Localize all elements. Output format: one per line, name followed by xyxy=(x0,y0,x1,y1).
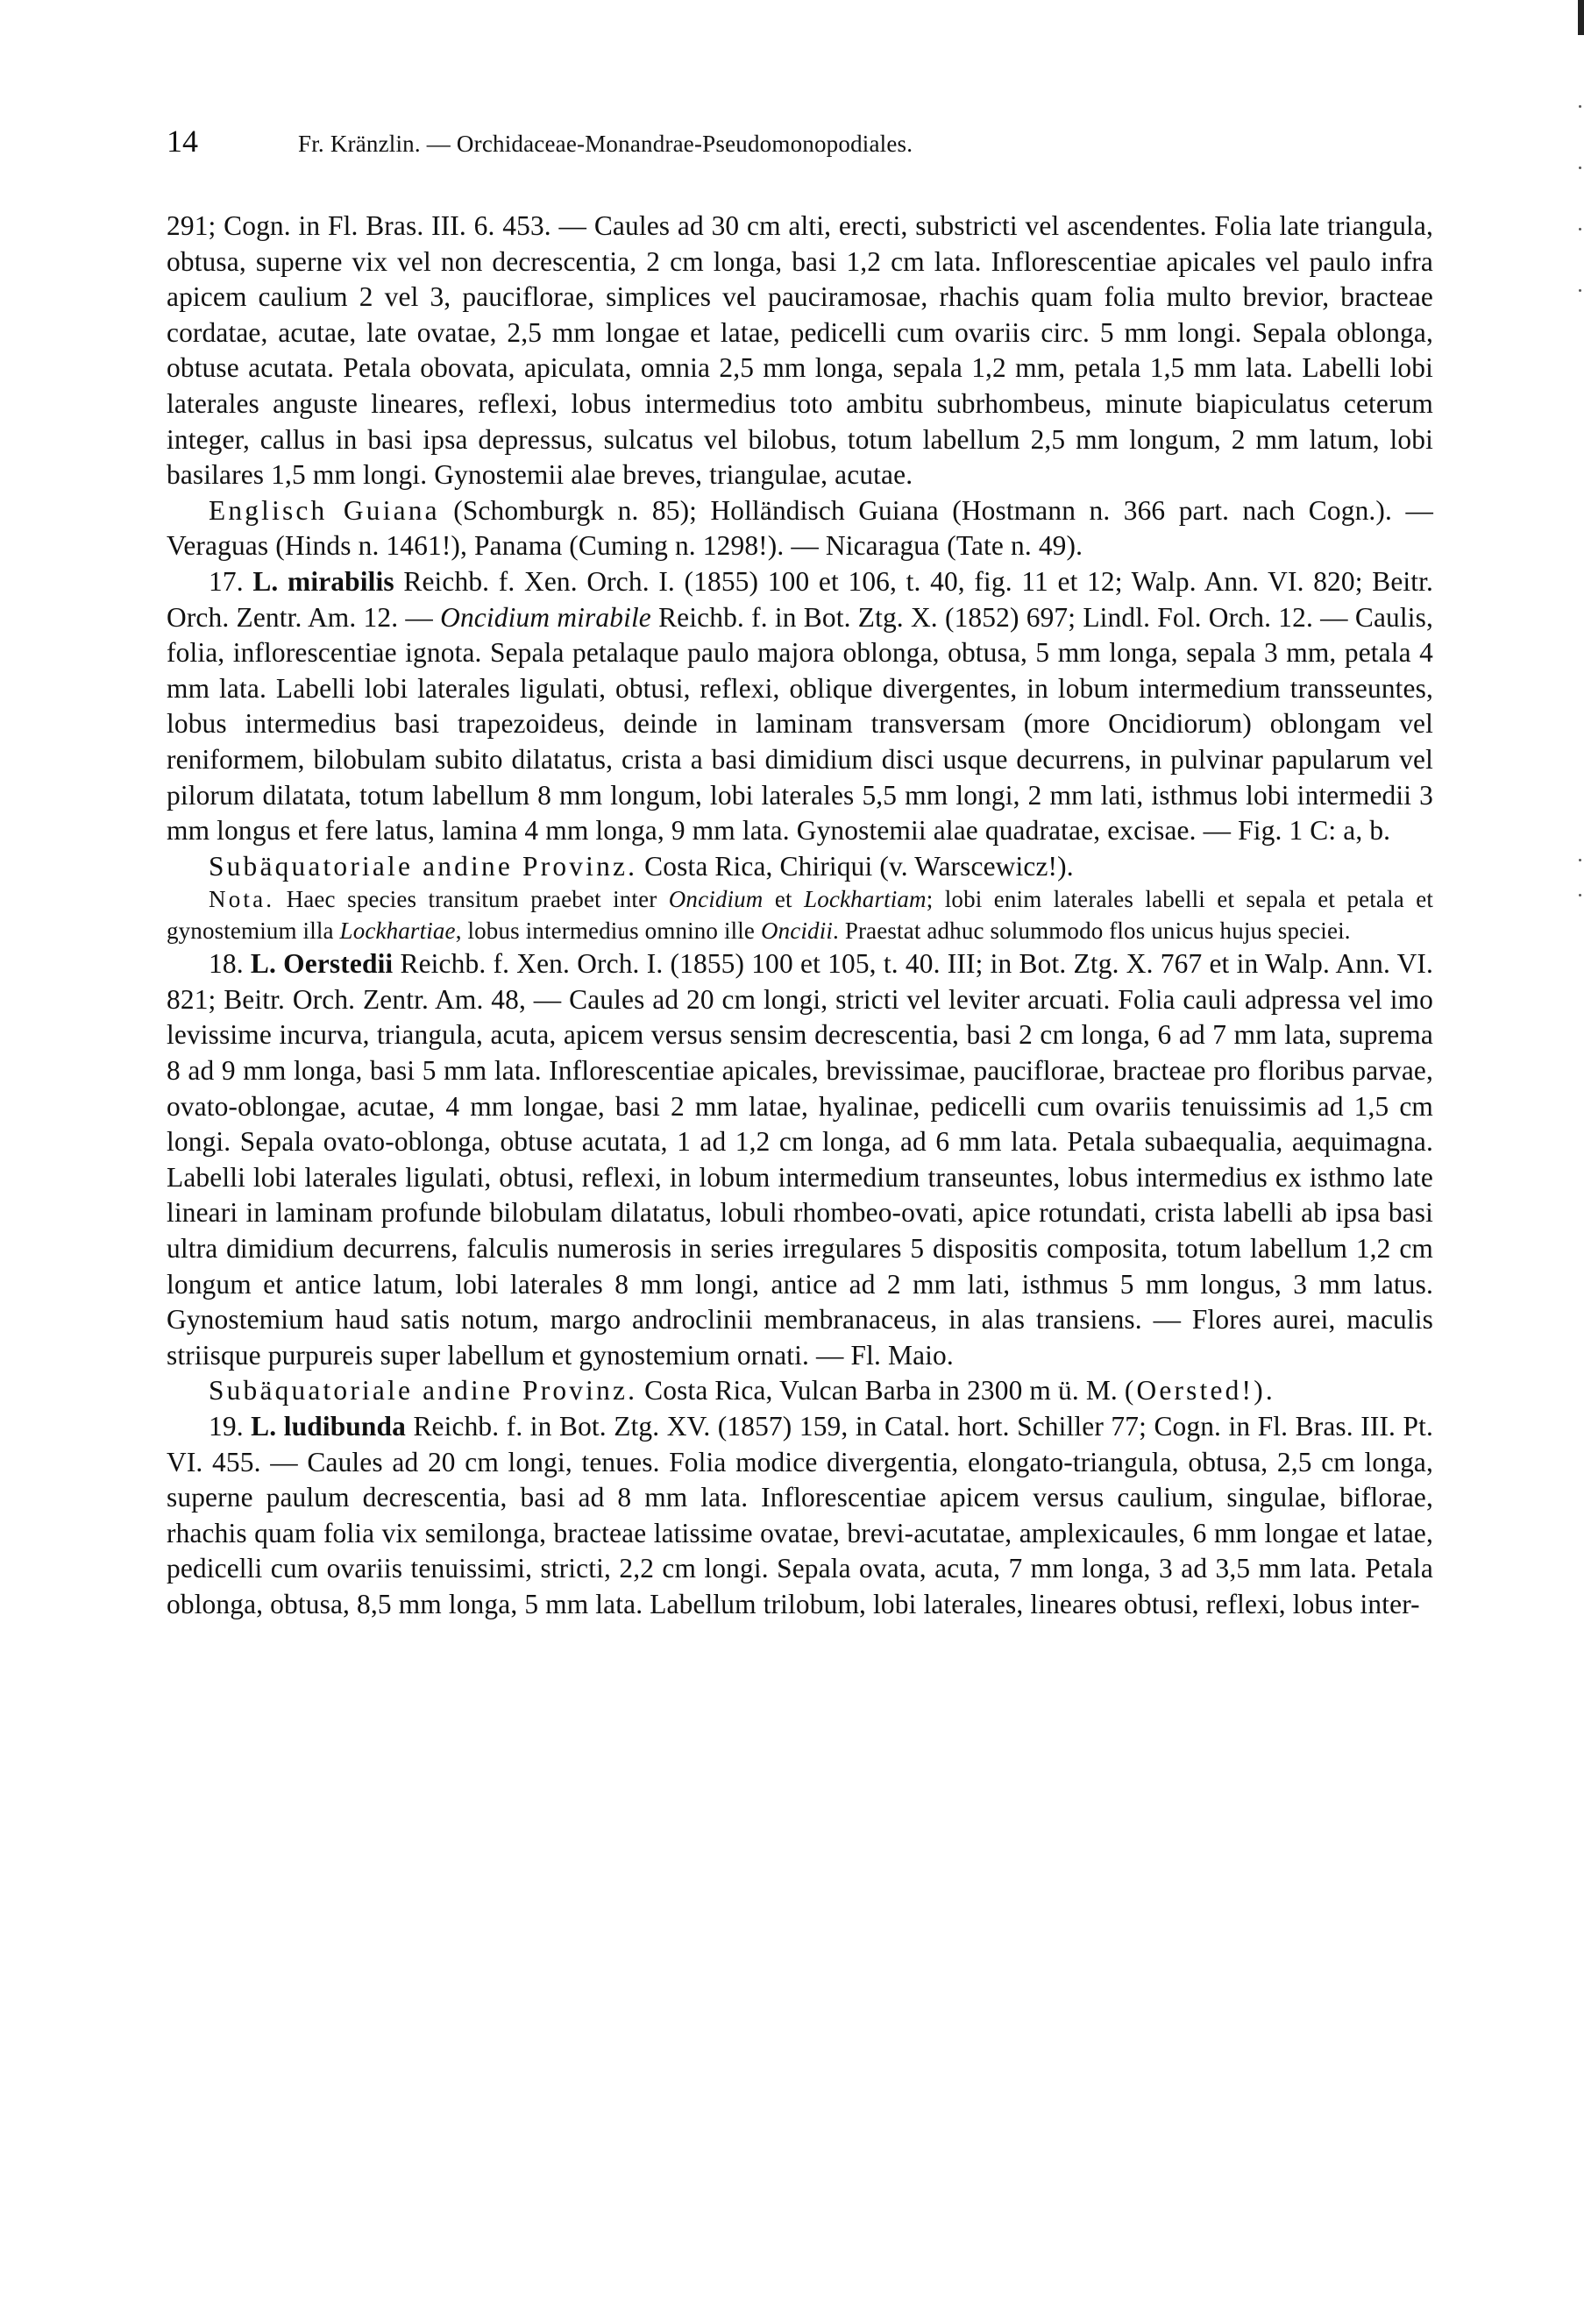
scan-edge-dot xyxy=(1579,894,1581,896)
distribution-paragraph xyxy=(167,1373,1433,1409)
nota-label: Nota. xyxy=(209,886,275,913)
species-number: 19. xyxy=(209,1411,244,1442)
species-genus: L. xyxy=(252,565,279,597)
nota-taxon: Lockhartiae xyxy=(339,917,456,944)
document-page xyxy=(167,123,1433,1623)
nota-text: Haec species transitum praebet inter xyxy=(286,886,657,913)
distribution-text: (Schomburgk n. 85); Holländisch Guiana (Hostmann n. 366 part. nach Cogn.). — Veraguas (Hinds n. 1461!), Panama (Cuming n. 1298!). — Nicaragua (Tate n. 49). xyxy=(167,494,1433,562)
species-description: Reichb. f. in Bot. Ztg. X. (1852) 697; Lindl. Fol. Orch. 12. — Caulis, folia, inflorescentiae ignota. Sepala petalaque paulo majora oblonga, obtusa, 5 mm longa, sepala 3 mm, petala 4 mm lata. Labelli lobi laterales ligulati, obtusi, reflexi, oblique divergentes, in lobum intermedium transseuntes, lobus intermedius basi trapezoideus, deinde in laminam transversam (more Oncidiorum) oblongam vel reniformem, bilobulam subito dilatatus, crista a basi dimidium disci usque decurrens, in pulvinar papularum vel pilorum dilatata, totum labellum 8 mm longum, lobi laterales 5,5 mm longi, 2 mm lati, isthmus lobi intermedii 3 mm longus et fere latus, lamina 4 mm longa, 9 mm lata. Gynostemii alae quadratae, excisae. — Fig. 1 C: a, b. xyxy=(167,601,1434,847)
nota-text: , lobus intermedius omnino ille xyxy=(455,917,756,944)
scan-edge-dot xyxy=(1579,289,1581,292)
species-description: Reichb. f. in Bot. Ztg. XV. (1857) 159, in Catal. hort. Schiller 77; Cogn. in Fl. Bras. III. Pt. VI. 455. — Caules ad 20 cm longi, tenues. Folia modice divergentia, elongato-triangula, obtusa, 2,5 cm longa, superne paulum decrescentia, basi ad 8 mm lata. Inflorescentiae apicem versus caulium, singulae, biflorae, rhachis quam folia vix semilonga, bracteae latissime ovatae, brevi-acutatae, amplexicaules, 6 mm longae et latae, pedicelli cum ovariis tenuissimi, stricti, 2,2 cm longi. Sepala ovata, acuta, 7 mm longa, 3 ad 3,5 mm lata. Petala oblonga, obtusa, 8,5 mm longa, 5 mm lata. Labellum trilobum, lobi laterales, lineares obtusi, reflexi, lobus inter- xyxy=(167,1411,1433,1619)
species-description: Reichb. f. Xen. Orch. I. (1855) 100 et 105, t. 40. III; in Bot. Ztg. X. 767 et in Walp. Ann. VI. 821; Beitr. Orch. Zentr. Am. 48, — Caules ad 20 cm longi, stricti vel leviter arcuati. Folia cauli adpressa vel imo levissime incurva, triangula, acuta, apicem versus sensim decrescentia, basi 2 cm longa, 6 ad 7 mm lata, suprema 8 ad 9 mm longa, basi 5 mm lata. Inflorescentiae apicales, brevissimae, pauciflorae, bracteae pro floribus parvae, ovato-oblongae, acutae, 4 mm longae, basi 2 mm latae, hyalinae, pedicelli cum ovariis tenuissimis ad 1,5 cm longi. Sepala ovato-oblonga, obtuse acutata, 1 ad 1,2 cm longa, ad 6 mm lata. Petala subaequalia, aequimagna. Labelli lobi laterales ligulati, obtusi, reflexi, in lobum intermedium transeuntes, lobus intermedius ex isthmo late lineari in laminam profunde bilobulam dilatatus, lobuli rhombeo-ovati, apice rotundati, crista labelli ab ipsa basi ultra dimidium decurrens, falculis numerosis in series irregulares 5 dispositis composita, totum labellum 1,2 cm longum et antice latum, lobi laterales 8 mm longi, antice ad 2 mm lati, isthmus 5 mm longus, 3 mm latus. Gynostemium haud satis notum, margo androclinii membranaceus, in alas transiens. — Flores aurei, maculis striisque purpureis super labellum et gynostemium ornati. — Fl. Maio. xyxy=(167,948,1433,1371)
nota-taxon: Oncidii xyxy=(760,917,834,944)
species-citation: Reichb. f. Xen. Orch. I. (1855) 100 et 106, t. 40, fig. 11 et 12; Walp. Ann. VI. 820; Beitr. Orch. Zentr. Am. 12. — xyxy=(167,565,1434,633)
species-entry-19 xyxy=(167,1409,1433,1623)
scan-edge-marks xyxy=(1572,0,1584,964)
species-epithet: mirabilis xyxy=(288,565,394,597)
running-head: Fr. Kränzlin. — Orchidaceae-Monandrae-Pseudomonopodiales. xyxy=(298,131,913,157)
species-epithet: ludibunda xyxy=(283,1411,406,1442)
nota-paragraph xyxy=(167,884,1433,946)
scan-edge-bar xyxy=(1578,0,1584,35)
distribution-paragraph xyxy=(167,849,1433,885)
distribution-region: Subäquatoriale andine Provinz. xyxy=(209,850,638,882)
species-entry-17 xyxy=(167,564,1433,849)
page-header xyxy=(167,123,1433,175)
continuation-text: 291; Cogn. in Fl. Bras. III. 6. 453. — Caules ad 30 cm alti, erecti, substricti vel ascendentes. Folia late triangula, obtusa, superne vix vel non decrescentia, 2 cm longa, basi 1,2 cm lata. Inflorescentiae apicales vel paulo infra apicem caulium 2 vel 3, pauciflorae, simplices vel pauciramosae, rhachis quam folia multo brevior, bracteae cordatae, acutae, late ovatae, 2,5 mm longae et latae, pedicelli cum ovariis circ. 5 mm longi. Sepala oblonga, obtuse acutata. Petala obovata, apiculata, omnia 2,5 mm longa, sepala 1,2 mm, petala 1,5 mm lata. Labelli lobi laterales anguste lineares, reflexi, lobus intermedius toto ambitu subrhombeus, minute biapiculatus ceterum integer, callus in basi ipsa depressus, sulcatus vel bilobus, totum labellum 2,5 mm longum, 2 mm latum, lobi basilares 1,5 mm longi. Gynostemii alae breves, triangulae, acutae. xyxy=(167,210,1433,491)
distribution-region: Englisch Guiana xyxy=(209,494,440,526)
distribution-region: Subäquatoriale andine Provinz. xyxy=(209,1375,638,1406)
species-number: 17. xyxy=(209,565,244,597)
page-number: 14 xyxy=(167,124,198,159)
nota-text: et xyxy=(774,886,792,913)
species-synonym: Oncidium mirabile xyxy=(440,601,651,633)
distribution-paragraph xyxy=(167,493,1433,564)
species-entry-18 xyxy=(167,946,1433,1373)
species-epithet: Oerstedii xyxy=(283,948,394,980)
nota-text: ; lobi enim laterales labelli et sepala et petala et gynostemium illa xyxy=(167,886,1434,944)
collector: (Oersted!). xyxy=(1124,1375,1275,1406)
scan-edge-dot xyxy=(1579,859,1581,861)
species-number: 18. xyxy=(209,948,244,980)
distribution-text: Costa Rica, Vulcan Barba in 2300 m ü. M. xyxy=(644,1375,1118,1406)
scan-edge-dot xyxy=(1579,228,1581,230)
scan-edge-dot xyxy=(1579,167,1581,169)
species-genus: L. xyxy=(251,1411,277,1442)
scan-edge-dot xyxy=(1579,105,1581,108)
distribution-text: Costa Rica, Chiriqui (v. Warscewicz!). xyxy=(644,850,1074,882)
species-genus: L. xyxy=(250,948,276,980)
continuation-paragraph xyxy=(167,209,1433,493)
main-text xyxy=(167,209,1433,1623)
nota-taxon: Lockhartiam xyxy=(804,886,927,913)
nota-taxon: Oncidium xyxy=(668,886,764,913)
nota-text: . Praestat adhuc solummodo flos unicus hujus speciei. xyxy=(833,917,1351,944)
